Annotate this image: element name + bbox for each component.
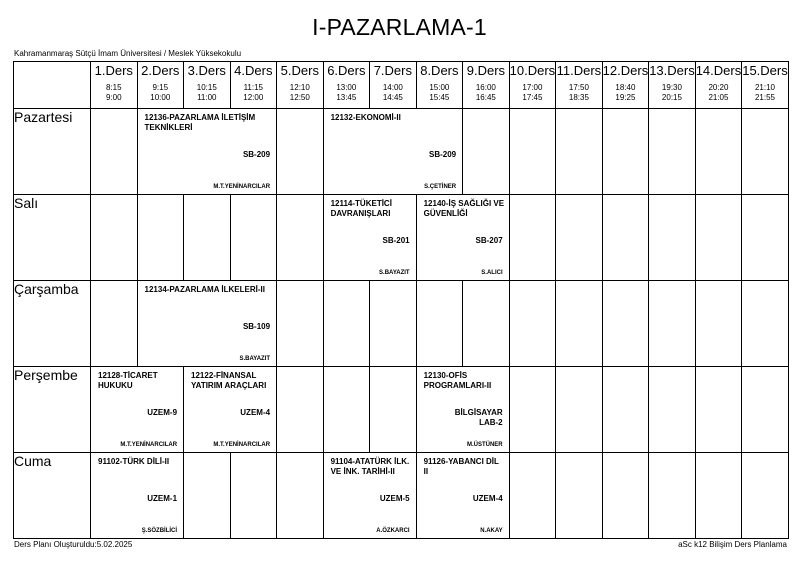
empty-slot xyxy=(230,453,277,539)
created-date: Ders Planı Oluşturuldu:5.02.2025 xyxy=(14,540,133,549)
lesson-cell[interactable] xyxy=(91,453,184,539)
day-label: Salı xyxy=(14,195,91,281)
empty-slot xyxy=(323,367,370,453)
period-end-time: 13:45 xyxy=(336,93,357,102)
period-end-time: 17:45 xyxy=(522,93,543,102)
period-start-time: 15:00 xyxy=(429,83,450,92)
lesson-room: UZEM-1 xyxy=(147,494,178,503)
period-start-time: 16:00 xyxy=(475,83,496,92)
empty-slot xyxy=(463,109,510,195)
empty-slot xyxy=(742,109,789,195)
empty-slot xyxy=(602,195,649,281)
period-start-time: 13:00 xyxy=(336,83,357,92)
lesson-cell[interactable] xyxy=(323,195,416,281)
lesson-teacher: M.T.YENİNARCILAR xyxy=(213,184,271,190)
day-row xyxy=(14,367,789,453)
empty-slot xyxy=(649,195,696,281)
lesson-cell[interactable] xyxy=(323,109,463,195)
day-label: Cuma xyxy=(14,453,91,539)
empty-slot xyxy=(602,367,649,453)
period-start-time: 8:15 xyxy=(105,83,122,92)
empty-slot xyxy=(509,281,556,367)
empty-slot xyxy=(509,367,556,453)
lesson-name: 12130-OFİS PROGRAMLARI-II xyxy=(423,371,492,390)
lesson-name: 12134-PAZARLAMA İLKELERİ-II xyxy=(144,285,265,294)
period-header xyxy=(602,62,649,109)
period-header xyxy=(137,62,184,109)
lesson-cell[interactable] xyxy=(137,281,277,367)
lesson-teacher: A.ÖZKARCI xyxy=(376,528,410,534)
lesson-teacher: S.ALICI xyxy=(481,270,503,276)
period-header xyxy=(323,62,370,109)
empty-slot xyxy=(649,367,696,453)
period-end-time: 9:00 xyxy=(105,93,122,102)
lesson-teacher: S.BAYAZIT xyxy=(379,270,410,276)
lesson-cell[interactable] xyxy=(137,109,277,195)
lesson-room: SB-209 xyxy=(429,150,457,159)
period-start-time: 10:15 xyxy=(196,83,217,92)
period-start-time: 9:15 xyxy=(152,83,169,92)
period-start-time: 12:10 xyxy=(289,83,310,92)
lesson-cell[interactable] xyxy=(91,367,184,453)
lesson-room: BİLGİSAYAR LAB-2 xyxy=(454,408,503,427)
software-credit: aSc k12 Bilişim Ders Planlama xyxy=(678,540,787,549)
empty-slot xyxy=(556,281,603,367)
empty-slot xyxy=(556,109,603,195)
period-end-time: 12:50 xyxy=(289,93,310,102)
period-end-time: 15:45 xyxy=(429,93,450,102)
empty-slot xyxy=(509,109,556,195)
period-name: 1.Ders xyxy=(94,63,133,78)
empty-slot xyxy=(184,195,231,281)
lesson-name: 12122-FİNANSAL YATIRIM ARAÇLARI xyxy=(191,371,267,390)
period-end-time: 19:25 xyxy=(615,93,636,102)
lesson-room: SB-109 xyxy=(242,322,271,331)
lesson-name: 91102-TÜRK DİLİ-II xyxy=(98,457,170,466)
day-label: Çarşamba xyxy=(14,281,91,367)
period-name: 9.Ders xyxy=(466,63,506,78)
school-name: Kahramanmaraş Sütçü İmam Üniversitesi / Meslek Yüksekokulu xyxy=(14,49,242,58)
period-start-time: 19:30 xyxy=(661,83,682,92)
empty-slot xyxy=(695,281,742,367)
empty-slot xyxy=(602,109,649,195)
empty-slot xyxy=(695,367,742,453)
period-header xyxy=(509,62,556,109)
empty-slot xyxy=(742,281,789,367)
period-header xyxy=(463,62,510,109)
period-end-time: 20:15 xyxy=(661,93,682,102)
empty-slot xyxy=(556,453,603,539)
period-name: 2.Ders xyxy=(141,63,180,78)
empty-slot xyxy=(509,195,556,281)
empty-slot xyxy=(602,453,649,539)
lesson-cell[interactable] xyxy=(323,453,416,539)
period-name: 7.Ders xyxy=(373,63,412,78)
empty-slot xyxy=(277,195,324,281)
empty-slot xyxy=(137,195,184,281)
lesson-name: 12128-TİCARET HUKUKU xyxy=(98,371,158,390)
period-name: 11.Ders xyxy=(556,63,602,78)
empty-slot xyxy=(556,195,603,281)
day-row xyxy=(14,281,789,367)
period-name: 15.Ders xyxy=(742,63,788,78)
period-name: 5.Ders xyxy=(280,63,319,78)
period-end-time: 14:45 xyxy=(382,93,403,102)
period-end-time: 21:55 xyxy=(754,93,775,102)
empty-slot xyxy=(742,453,789,539)
period-end-time: 18:35 xyxy=(568,93,589,102)
page-title: I-PAZARLAMA-1 xyxy=(312,14,487,40)
period-end-time: 16:45 xyxy=(475,93,496,102)
empty-slot xyxy=(509,453,556,539)
day-label: Pazartesi xyxy=(14,109,91,195)
period-name: 10.Ders xyxy=(509,63,556,78)
empty-slot xyxy=(184,453,231,539)
lesson-name: 91126-YABANCI DİL II xyxy=(423,457,499,476)
period-header xyxy=(370,62,417,109)
period-header xyxy=(649,62,696,109)
lesson-cell[interactable] xyxy=(416,195,509,281)
empty-slot xyxy=(602,281,649,367)
lesson-room: UZEM-4 xyxy=(472,494,503,503)
empty-slot xyxy=(695,109,742,195)
empty-slot xyxy=(277,281,324,367)
empty-slot xyxy=(695,195,742,281)
empty-slot xyxy=(416,281,463,367)
lesson-teacher: M.T.YENİNARCILAR xyxy=(213,442,271,448)
period-header xyxy=(230,62,277,109)
empty-slot xyxy=(649,453,696,539)
day-row xyxy=(14,453,789,539)
period-name: 13.Ders xyxy=(649,63,695,78)
period-name: 14.Ders xyxy=(695,63,742,78)
empty-slot xyxy=(370,367,417,453)
empty-slot xyxy=(649,109,696,195)
period-end-time: 12:00 xyxy=(243,93,264,102)
lesson-cell[interactable] xyxy=(416,367,509,453)
period-start-time: 11:15 xyxy=(243,83,264,92)
lesson-teacher: M.ÜSTÜNER xyxy=(466,442,503,448)
empty-slot xyxy=(230,195,277,281)
period-header xyxy=(556,62,603,109)
period-name: 8.Ders xyxy=(420,63,459,78)
day-row xyxy=(14,109,789,195)
period-name: 12.Ders xyxy=(602,63,649,78)
empty-slot xyxy=(91,195,138,281)
lesson-room: UZEM-9 xyxy=(147,408,178,417)
lesson-teacher: N.AKAY xyxy=(480,528,503,534)
period-start-time: 21:10 xyxy=(754,83,775,92)
period-header xyxy=(184,62,231,109)
period-end-time: 21:05 xyxy=(708,93,729,102)
period-header xyxy=(695,62,742,109)
empty-slot xyxy=(91,109,138,195)
day-label: Perşembe xyxy=(14,367,91,453)
period-header xyxy=(416,62,463,109)
lesson-teacher: S.BAYAZIT xyxy=(239,356,271,362)
period-start-time: 17:50 xyxy=(568,83,589,92)
empty-slot xyxy=(742,195,789,281)
period-name: 4.Ders xyxy=(234,63,273,78)
period-header xyxy=(742,62,789,109)
period-name: 6.Ders xyxy=(327,63,366,78)
lesson-name: 12136-PAZARLAMA İLETİŞİM TEKNİKLERİ xyxy=(144,113,256,132)
empty-slot xyxy=(649,281,696,367)
timetable-grid xyxy=(13,61,789,539)
lesson-room: UZEM-4 xyxy=(240,408,271,417)
lesson-room: SB-207 xyxy=(475,236,503,245)
period-header xyxy=(277,62,324,109)
empty-slot xyxy=(556,367,603,453)
corner-cell xyxy=(14,62,91,109)
empty-slot xyxy=(695,453,742,539)
lesson-name: 12132-EKONOMİ-II xyxy=(330,113,401,122)
lesson-cell[interactable] xyxy=(184,367,277,453)
period-header-row xyxy=(14,62,789,109)
lesson-room: SB-209 xyxy=(242,150,271,159)
lesson-teacher: M.T.YENİNARCILAR xyxy=(120,442,178,448)
empty-slot xyxy=(370,281,417,367)
lesson-cell[interactable] xyxy=(416,453,509,539)
period-header xyxy=(91,62,138,109)
lesson-name: 12114-TÜKETİCİ DAVRANIŞLARI xyxy=(330,199,392,218)
period-end-time: 10:00 xyxy=(150,93,171,102)
period-start-time: 18:40 xyxy=(615,83,636,92)
period-start-time: 17:00 xyxy=(522,83,543,92)
empty-slot xyxy=(277,109,324,195)
empty-slot xyxy=(91,281,138,367)
lesson-teacher: Ş.SÖZBİLİCİ xyxy=(141,528,178,534)
period-name: 3.Ders xyxy=(187,63,226,78)
empty-slot xyxy=(277,367,324,453)
lesson-room: SB-201 xyxy=(382,236,410,245)
period-end-time: 11:00 xyxy=(197,93,217,102)
lesson-room: UZEM-5 xyxy=(379,494,410,503)
lesson-teacher: S.ÇETİNER xyxy=(424,184,457,190)
empty-slot xyxy=(277,453,324,539)
empty-slot xyxy=(742,367,789,453)
period-start-time: 20:20 xyxy=(708,83,729,92)
lesson-name: 12140-İŞ SAĞLIĞI VE GÜVENLİĞİ xyxy=(423,199,505,218)
day-row xyxy=(14,195,789,281)
lesson-name: 91104-ATATÜRK İLK. VE İNK. TARİHİ-II xyxy=(330,457,410,476)
empty-slot xyxy=(463,281,510,367)
period-start-time: 14:00 xyxy=(382,83,403,92)
empty-slot xyxy=(323,281,370,367)
